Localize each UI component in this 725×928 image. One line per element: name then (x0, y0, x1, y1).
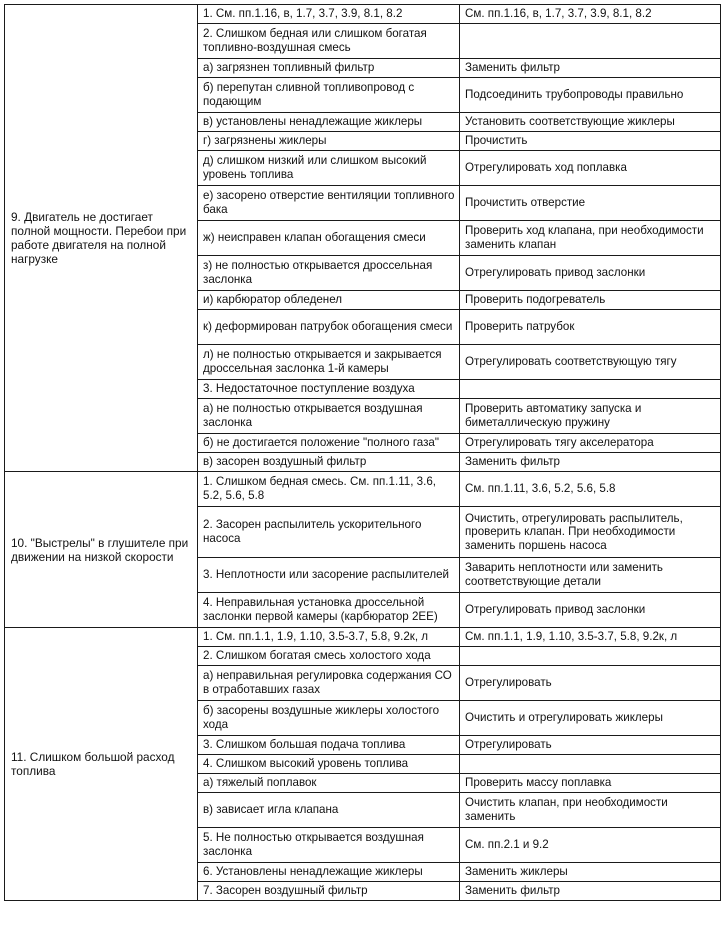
remedy-cell (460, 24, 721, 59)
cause-cell: а) загрязнен топливный фильтр (198, 59, 460, 78)
cause-cell: 3. Слишком большая подача топлива (198, 736, 460, 755)
cause-cell: 1. Слишком бедная смесь. См. пп.1.11, 3.6, 5.2, 5.6, 5.8 (198, 472, 460, 507)
cause-cell: б) перепутан сливной топливопровод с подающим (198, 78, 460, 113)
cause-cell: 1. См. пп.1.1, 1.9, 1.10, 3.5-3.7, 5.8, 9.2к, л (198, 628, 460, 647)
cause-cell: б) не достигается положение "полного газа" (198, 434, 460, 453)
table-row (5, 628, 721, 647)
remedy-cell: Отрегулировать привод заслонки (460, 593, 721, 628)
cause-cell: а) не полностью открывается воздушная заслонка (198, 399, 460, 434)
remedy-cell: Очистить клапан, при необходимости заменить (460, 793, 721, 828)
cause-cell: а) тяжелый поплавок (198, 774, 460, 793)
cause-cell: в) засорен воздушный фильтр (198, 453, 460, 472)
cause-cell: д) слишком низкий или слишком высокий уровень топлива (198, 151, 460, 186)
remedy-cell: Отрегулировать (460, 736, 721, 755)
remedy-cell: Заменить фильтр (460, 453, 721, 472)
symptom-cell: 11. Слишком большой расход топлива (5, 628, 198, 901)
remedy-cell: Проверить патрубок (460, 310, 721, 345)
cause-cell: л) не полностью открывается и закрывается дроссельная заслонка 1-й камеры (198, 345, 460, 380)
cause-cell: 7. Засорен воздушный фильтр (198, 882, 460, 901)
cause-cell: и) карбюратор обледенел (198, 291, 460, 310)
remedy-cell: См. пп.2.1 и 9.2 (460, 828, 721, 863)
cause-cell: 2. Слишком богатая смесь холостого хода (198, 647, 460, 666)
remedy-cell: Проверить подогреватель (460, 291, 721, 310)
cause-cell: б) засорены воздушные жиклеры холостого хода (198, 701, 460, 736)
cause-cell: а) неправильная регулировка содержания СО в отработавших газах (198, 666, 460, 701)
remedy-cell: Прочистить отверстие (460, 186, 721, 221)
cause-cell: к) деформирован патрубок обогащения смеси (198, 310, 460, 345)
remedy-cell: Подсоединить трубопроводы правильно (460, 78, 721, 113)
remedy-cell: Установить соответствующие жиклеры (460, 113, 721, 132)
remedy-cell: См. пп.1.16, в, 1.7, 3.7, 3.9, 8.1, 8.2 (460, 5, 721, 24)
cause-cell: в) зависает игла клапана (198, 793, 460, 828)
remedy-cell: Отрегулировать ход поплавка (460, 151, 721, 186)
cause-cell: 6. Установлены ненадлежащие жиклеры (198, 863, 460, 882)
table-body (5, 5, 721, 901)
cause-cell: 2. Слишком бедная или слишком богатая топливно-воздушная смесь (198, 24, 460, 59)
remedy-cell: Отрегулировать (460, 666, 721, 701)
cause-cell: 4. Слишком высокий уровень топлива (198, 755, 460, 774)
cause-cell: з) не полностью открывается дроссельная заслонка (198, 256, 460, 291)
remedy-cell: Проверить автоматику запуска и биметаллическую пружину (460, 399, 721, 434)
cause-cell: г) загрязнены жиклеры (198, 132, 460, 151)
remedy-cell: Отрегулировать тягу акселератора (460, 434, 721, 453)
remedy-cell: Заменить жиклеры (460, 863, 721, 882)
remedy-cell (460, 647, 721, 666)
remedy-cell: См. пп.1.1, 1.9, 1.10, 3.5-3.7, 5.8, 9.2к, л (460, 628, 721, 647)
remedy-cell: Отрегулировать соответствующую тягу (460, 345, 721, 380)
remedy-cell (460, 380, 721, 399)
remedy-cell: Заварить неплотности или заменить соответствующие детали (460, 558, 721, 593)
remedy-cell: Заменить фильтр (460, 59, 721, 78)
table-row (5, 472, 721, 507)
cause-cell: 3. Неплотности или засорение распылителей (198, 558, 460, 593)
remedy-cell: Заменить фильтр (460, 882, 721, 901)
cause-cell: 5. Не полностью открывается воздушная заслонка (198, 828, 460, 863)
symptom-cell: 9. Двигатель не достигает полной мощности. Перебои при работе двигателя на полной нагрузке (5, 5, 198, 472)
table-row (5, 5, 721, 24)
remedy-cell: Отрегулировать привод заслонки (460, 256, 721, 291)
remedy-cell: Очистить и отрегулировать жиклеры (460, 701, 721, 736)
cause-cell: 3. Недостаточное поступление воздуха (198, 380, 460, 399)
cause-cell: е) засорено отверстие вентиляции топливного бака (198, 186, 460, 221)
remedy-cell: Проверить массу поплавка (460, 774, 721, 793)
symptom-cell: 10. "Выстрелы" в глушителе при движении на низкой скорости (5, 472, 198, 628)
cause-cell: 4. Неправильная установка дроссельной заслонки первой камеры (карбюратор 2ЕЕ) (198, 593, 460, 628)
remedy-cell (460, 755, 721, 774)
remedy-cell: Очистить, отрегулировать распылитель, проверить клапан. При необходимости заменить поршень насоса (460, 507, 721, 558)
cause-cell: ж) неисправен клапан обогащения смеси (198, 221, 460, 256)
remedy-cell: Проверить ход клапана, при необходимости заменить клапан (460, 221, 721, 256)
cause-cell: 2. Засорен распылитель ускорительного насоса (198, 507, 460, 558)
cause-cell: в) установлены ненадлежащие жиклеры (198, 113, 460, 132)
remedy-cell: Прочистить (460, 132, 721, 151)
cause-cell: 1. См. пп.1.16, в, 1.7, 3.7, 3.9, 8.1, 8.2 (198, 5, 460, 24)
troubleshooting-table (4, 4, 721, 901)
remedy-cell: См. пп.1.11, 3.6, 5.2, 5.6, 5.8 (460, 472, 721, 507)
